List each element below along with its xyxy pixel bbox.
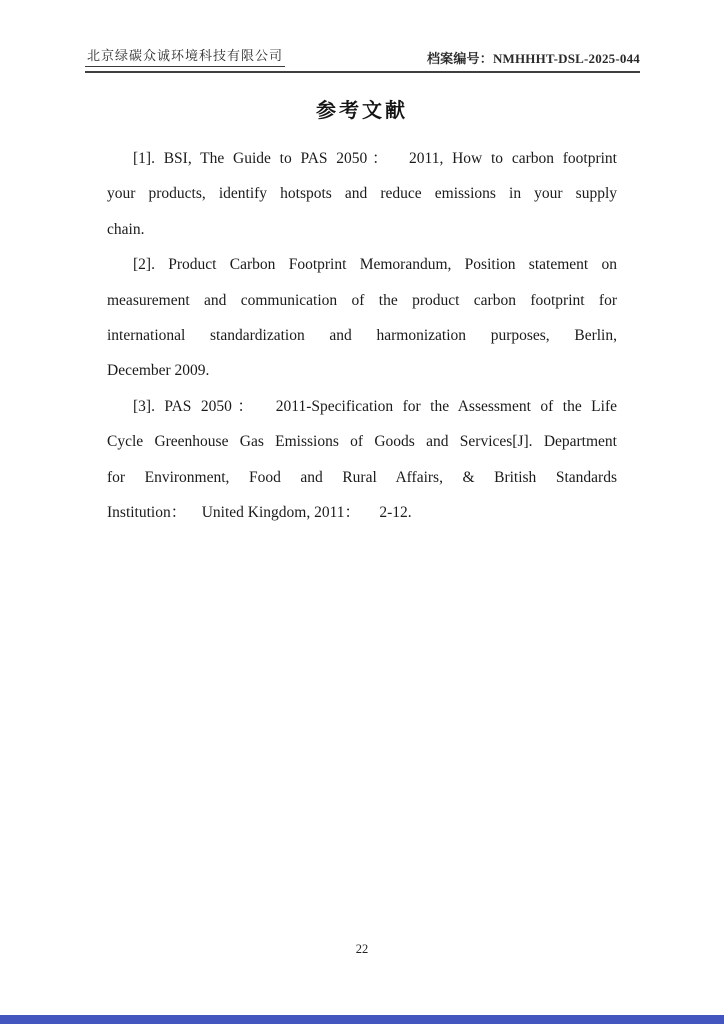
page-header xyxy=(85,45,640,67)
reference-line: measurement and communication of the product carbon footprint for xyxy=(107,291,617,309)
reference-line: Institution： United Kingdom, 2011： 2-12. xyxy=(107,503,412,521)
reference-line: chain. xyxy=(107,220,145,238)
references-section xyxy=(107,141,617,530)
reference-line: December 2009. xyxy=(107,362,210,380)
reference-entry xyxy=(107,389,617,531)
reference-line: your products, identify hotspots and reduce emissions in your supply xyxy=(107,185,617,203)
page-number: 22 xyxy=(355,942,369,956)
reference-entry xyxy=(107,141,617,247)
page-title: 参考文献 xyxy=(316,100,408,122)
archive-number: 档案编号：NMHHHT-DSL-2025-044 xyxy=(426,51,640,66)
bottom-accent-bar xyxy=(0,1015,724,1024)
reference-line: [3]. PAS 2050： 2011-Specification for the Assessment of the Life xyxy=(133,397,617,415)
reference-line: [2]. Product Carbon Footprint Memorandum, Position statement on xyxy=(133,256,617,274)
reference-line: [1]. BSI, The Guide to PAS 2050： 2011, How to carbon footprint xyxy=(133,150,617,167)
company-name: 北京绿碳众诚环境科技有限公司 xyxy=(85,45,285,67)
reference-line: Cycle Greenhouse Gas Emissions of Goods and Services[J]. Department xyxy=(107,433,617,451)
header-rule xyxy=(85,71,640,73)
reference-entry xyxy=(107,247,617,389)
reference-line: for Environment, Food and Rural Affairs, & British Standards xyxy=(107,468,617,486)
reference-line: international standardization and harmonization purposes, Berlin, xyxy=(107,326,617,344)
